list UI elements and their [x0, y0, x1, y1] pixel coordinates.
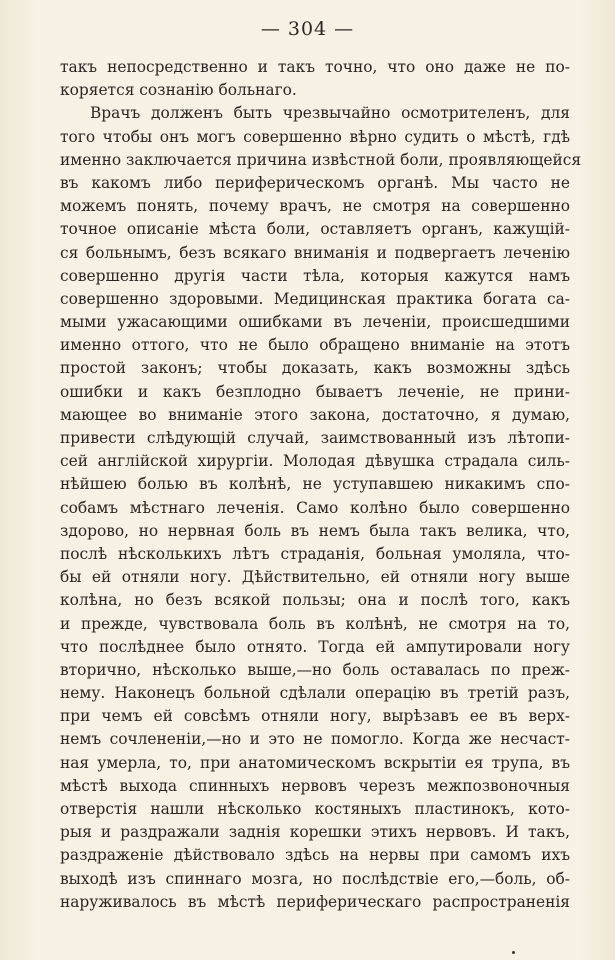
text-line: точное описаніе мѣста боли, оставляетъ органъ, кажущій- — [60, 220, 570, 239]
text-line: ся больнымъ, безъ всякаго вниманія и подвергаетъ леченію — [60, 243, 570, 262]
text-line: здорово, но нервная боль въ немъ была такъ велика, что, — [60, 521, 570, 540]
body-text — [60, 56, 582, 914]
text-line: именно оттого, что не было обращено вниманіе на этотъ — [60, 336, 570, 355]
text-line: въ какомъ либо периферическомъ органѣ. Мы часто не — [60, 173, 570, 192]
text-line: немъ сочлененіи,—но и это не помогло. Когда же несчаст- — [60, 730, 570, 749]
text-line: мыми ужасающими ошибками въ леченіи, происшедшими — [60, 313, 570, 332]
text-line: совершенно другія части тѣла, которыя кажутся намъ — [60, 266, 570, 285]
text-line: привести слѣдующій случай, заимствованный изъ лѣтопи- — [60, 429, 570, 447]
text-line: раздраженіе дѣйствовало здѣсь на нервы при самомъ ихъ — [60, 846, 570, 865]
text-line: нѣйшею болью въ колѣнѣ, не уступавшею никакимъ спо- — [60, 475, 570, 494]
text-line: совершенно здоровыми. Медицинская практика богата са- — [60, 289, 570, 308]
text-line: рыя и раздражали заднія корешки этихъ нервовъ. И такъ, — [60, 823, 570, 842]
text-line: послѣ нѣсколькихъ лѣтъ страданія, больная умоляла, что- — [60, 544, 570, 563]
text-line: выходѣ изъ спиннаго мозга, но послѣдствіе его,—боль, об- — [60, 869, 570, 888]
text-line: Врачъ долженъ быть чрезвычайно осмотрителенъ, для — [90, 104, 570, 123]
text-line: колѣна, но безъ всякой пользы; она и послѣ того, какъ — [60, 591, 570, 610]
text-line: того чтобы онъ могъ совершенно вѣрно судить о мѣстѣ, гдѣ — [60, 127, 570, 146]
text-line: собамъ мѣстнаго леченія. Само колѣно было совершенно — [60, 498, 570, 517]
text-line: такъ непосредственно и такъ точно, что оно даже не по- — [60, 58, 570, 76]
text-line: и прежде, чувствовала боль въ колѣнѣ, не смотря на то, — [60, 614, 570, 633]
text-line: именно заключается причина извѣстной боли, проявляющейся — [60, 150, 582, 169]
text-line: сей англійской хирургіи. Молодая дѣвушка страдала силь- — [60, 452, 570, 471]
text-line: наруживалось въ мѣстѣ периферическаго распространенія — [60, 892, 570, 911]
text-line: можемъ понять, почему врачъ, не смотря на совершенно — [60, 197, 570, 216]
text-line: ная умерла, то, при анатомическомъ вскрытіи ея трупа, въ — [60, 753, 570, 772]
text-line: простой законъ; чтобы доказать, какъ возможны здѣсь — [60, 359, 570, 378]
text-line: при чемъ ей совсѣмъ отняли ногу, вырѣзавъ ее въ верх- — [60, 707, 570, 726]
text-line: бы ей отняли ногу. Дѣйствительно, ей отняли ногу выше — [60, 568, 570, 587]
text-line: вторично, нѣсколько выше,—но боль оставалась по преж- — [60, 660, 570, 679]
text-line: что послѣднее было отнято. Тогда ей ампутировали ногу — [60, 637, 570, 656]
text-line: коряется сознанію больнаго. — [60, 81, 297, 100]
text-line: мѣстѣ выхода спинныхъ нервовъ черезъ межпозвоночныя — [60, 776, 570, 795]
text-line: мающее во вниманіе этого закона, достаточно, я думаю, — [60, 405, 570, 424]
text-line: ошибки и какъ безплодно бываетъ леченіе, не прини- — [60, 382, 570, 401]
page-number: — 304 — — [260, 18, 355, 40]
text-line: нему. Наконецъ больной сдѣлали операцію въ третій разъ, — [60, 684, 570, 703]
text-line: отверстія нашли нѣсколько костяныхъ пластинокъ, кото- — [60, 800, 570, 818]
ink-speck — [512, 951, 515, 954]
